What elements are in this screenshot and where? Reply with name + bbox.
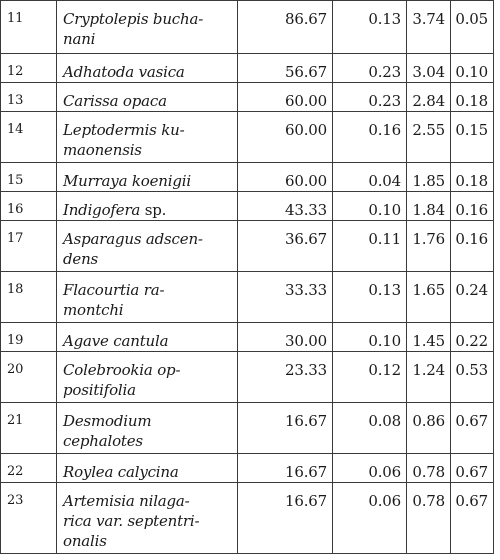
species-name-line: Artemisia nilaga- — [63, 492, 190, 510]
species-name-cell — [57, 403, 238, 454]
species-name-line: onalis — [63, 532, 107, 550]
value-cell-v4: 0.67 — [451, 403, 494, 454]
row-number-cell: 11 — [1, 1, 57, 54]
table-row — [1, 221, 494, 272]
table-row — [1, 192, 494, 221]
species-name-cell — [57, 112, 238, 163]
value-cell-v3: 0.78 — [407, 454, 451, 483]
table-row — [1, 163, 494, 192]
species-name-line: Colebrookia op- — [63, 361, 181, 379]
species-name-line: Asparagus adscen- — [63, 230, 203, 248]
value-cell-v4: 0.53 — [451, 352, 494, 403]
row-number-cell: 13 — [1, 83, 57, 112]
species-name-cell — [57, 454, 238, 483]
table-row — [1, 323, 494, 352]
value-cell-v1: 60.00 — [238, 112, 333, 163]
row-number-cell: 18 — [1, 272, 57, 323]
species-name-line: nani — [63, 30, 96, 48]
species-name-text: Indigofera — [63, 201, 141, 219]
species-name-line: Cryptolepis bucha- — [63, 10, 204, 28]
value-cell-v2: 0.10 — [333, 323, 407, 352]
value-cell-v4: 0.18 — [451, 163, 494, 192]
value-cell-v3: 3.04 — [407, 54, 451, 83]
value-cell-v3: 0.78 — [407, 483, 451, 554]
value-cell-v1: 16.67 — [238, 454, 333, 483]
value-cell-v4: 0.24 — [451, 272, 494, 323]
species-name-line: rica var. septentri- — [63, 512, 200, 530]
table-row — [1, 403, 494, 454]
value-cell-v1: 30.00 — [238, 323, 333, 352]
species-name-cell — [57, 323, 238, 352]
species-name-line: Roylea calycina — [63, 463, 179, 481]
row-number-cell: 17 — [1, 221, 57, 272]
species-name-line — [63, 200, 233, 220]
species-name-cell — [57, 1, 238, 54]
value-cell-v1: 60.00 — [238, 83, 333, 112]
value-cell-v3: 3.74 — [407, 1, 451, 54]
value-cell-v2: 0.23 — [333, 83, 407, 112]
species-name-line: montchi — [63, 301, 124, 319]
value-cell-v3: 1.85 — [407, 163, 451, 192]
value-cell-v1: 16.67 — [238, 483, 333, 554]
value-cell-v1: 43.33 — [238, 192, 333, 221]
species-name-line: cephalotes — [63, 432, 143, 450]
value-cell-v2: 0.08 — [333, 403, 407, 454]
species-name-line: positifolia — [63, 381, 136, 399]
species-name-line: Adhatoda vasica — [63, 63, 185, 81]
species-name-line: Carissa opaca — [63, 92, 167, 110]
table-row — [1, 483, 494, 554]
species-name-line: Agave cantula — [63, 332, 169, 350]
species-name-cell — [57, 483, 238, 554]
value-cell-v3: 2.55 — [407, 112, 451, 163]
value-cell-v3: 1.76 — [407, 221, 451, 272]
value-cell-v1: 33.33 — [238, 272, 333, 323]
row-number-cell: 12 — [1, 54, 57, 83]
value-cell-v1: 56.67 — [238, 54, 333, 83]
value-cell-v3: 1.24 — [407, 352, 451, 403]
value-cell-v4: 0.15 — [451, 112, 494, 163]
value-cell-v4: 0.22 — [451, 323, 494, 352]
table-row — [1, 454, 494, 483]
species-name-cell — [57, 83, 238, 112]
value-cell-v1: 16.67 — [238, 403, 333, 454]
table-body — [1, 1, 494, 554]
table-row — [1, 54, 494, 83]
species-name-cell — [57, 54, 238, 83]
row-number-cell: 15 — [1, 163, 57, 192]
species-suffix: sp. — [140, 201, 167, 219]
value-cell-v4: 0.16 — [451, 221, 494, 272]
value-cell-v1: 36.67 — [238, 221, 333, 272]
species-name-cell — [57, 192, 238, 221]
row-number-cell: 23 — [1, 483, 57, 554]
value-cell-v4: 0.16 — [451, 192, 494, 221]
value-cell-v3: 1.84 — [407, 192, 451, 221]
table-row — [1, 352, 494, 403]
species-name-cell — [57, 352, 238, 403]
species-name-line: Murraya koenigii — [63, 172, 191, 190]
species-name-line: Leptodermis ku- — [63, 121, 185, 139]
value-cell-v4: 0.67 — [451, 454, 494, 483]
value-cell-v1: 23.33 — [238, 352, 333, 403]
row-number-cell: 16 — [1, 192, 57, 221]
value-cell-v2: 0.11 — [333, 221, 407, 272]
species-name-cell — [57, 163, 238, 192]
value-cell-v2: 0.04 — [333, 163, 407, 192]
value-cell-v2: 0.12 — [333, 352, 407, 403]
value-cell-v3: 2.84 — [407, 83, 451, 112]
value-cell-v2: 0.16 — [333, 112, 407, 163]
value-cell-v1: 86.67 — [238, 1, 333, 54]
species-name-cell — [57, 272, 238, 323]
row-number-cell: 21 — [1, 403, 57, 454]
species-name-line: maonensis — [63, 141, 142, 159]
row-number-cell: 22 — [1, 454, 57, 483]
table-row — [1, 272, 494, 323]
value-cell-v3: 1.65 — [407, 272, 451, 323]
value-cell-v3: 0.86 — [407, 403, 451, 454]
value-cell-v2: 0.06 — [333, 483, 407, 554]
table-row — [1, 112, 494, 163]
value-cell-v2: 0.06 — [333, 454, 407, 483]
value-cell-v2: 0.13 — [333, 1, 407, 54]
value-cell-v4: 0.05 — [451, 1, 494, 54]
species-name-line: Flacourtia ra- — [63, 281, 165, 299]
species-name-line: dens — [63, 250, 99, 268]
value-cell-v4: 0.67 — [451, 483, 494, 554]
table-row — [1, 1, 494, 54]
value-cell-v1: 60.00 — [238, 163, 333, 192]
value-cell-v2: 0.13 — [333, 272, 407, 323]
row-number-cell: 20 — [1, 352, 57, 403]
value-cell-v2: 0.23 — [333, 54, 407, 83]
species-name-line: Desmodium — [63, 412, 152, 430]
table-row — [1, 83, 494, 112]
species-name-cell — [57, 221, 238, 272]
value-cell-v4: 0.10 — [451, 54, 494, 83]
row-number-cell: 14 — [1, 112, 57, 163]
value-cell-v2: 0.10 — [333, 192, 407, 221]
value-cell-v4: 0.18 — [451, 83, 494, 112]
value-cell-v3: 1.45 — [407, 323, 451, 352]
row-number-cell: 19 — [1, 323, 57, 352]
